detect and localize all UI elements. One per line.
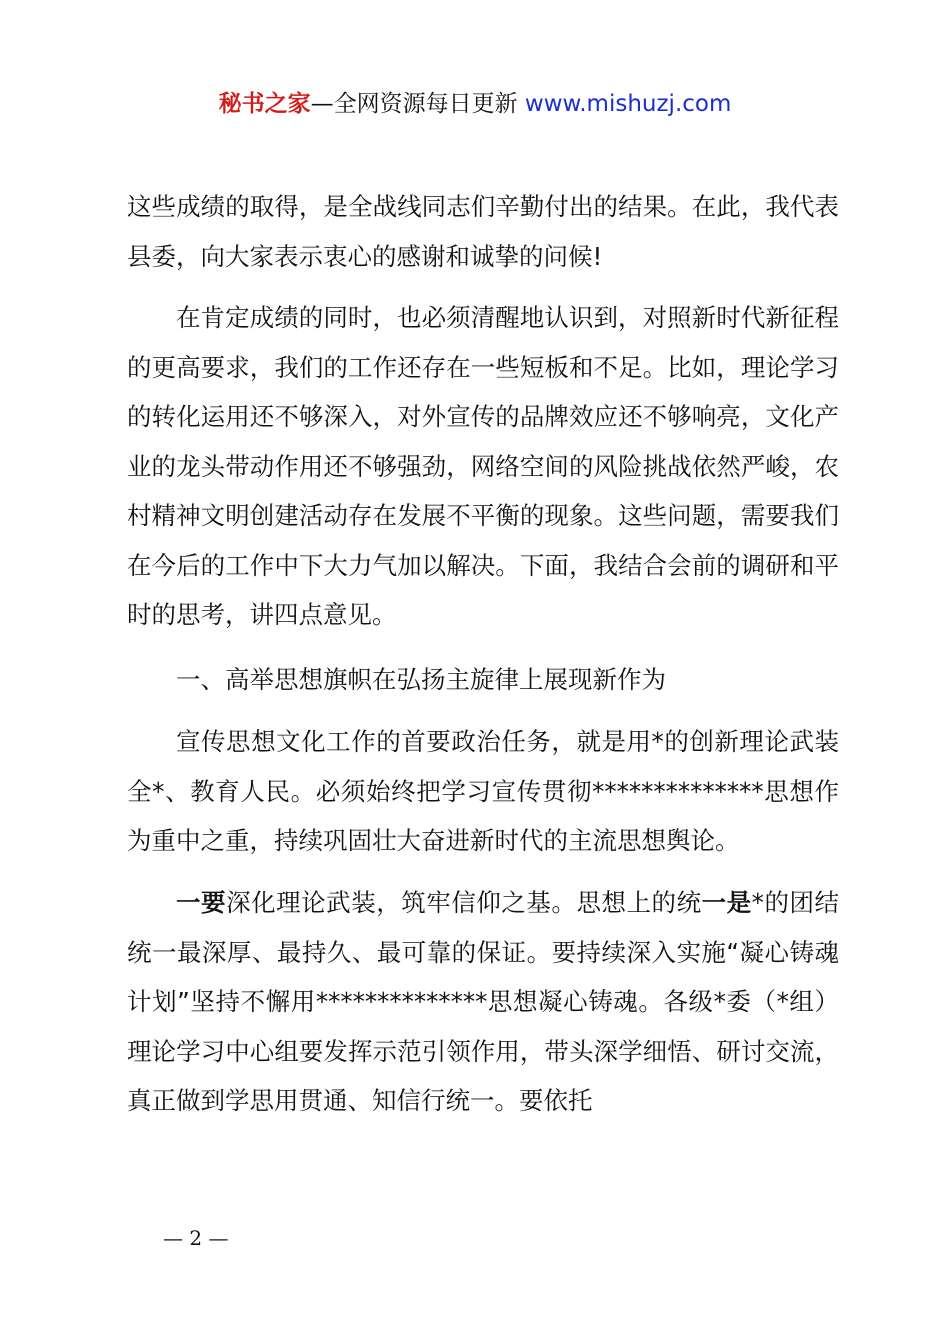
site-brand: 秘书之家: [218, 91, 311, 117]
paragraph-political-task: 宣传思想文化工作的首要政治任务，就是用*的创新理论武装全*、教育人民。必须始终把学习宣传贯彻**************思想作为重中之重，持续巩固壮大奋进新时代的主流思想舆论。: [127, 727, 839, 855]
emphasis-is: 一是: [701, 888, 752, 917]
paragraph-theory-armament: [127, 878, 839, 1126]
paragraph-text: 深化理论武装，筑牢信仰之基。思想上的统: [226, 888, 702, 917]
paragraph-achievements: 这些成绩的取得，是全战线同志们辛勤付出的结果。在此，我代表县委，向大家表示衷心的感谢和诚挚的问候!: [127, 192, 839, 271]
emphasis-first: 一要: [176, 888, 227, 917]
page-number: — 2 —: [163, 1226, 229, 1250]
site-header: [0, 88, 950, 120]
paragraph-text: *的团结统一最深厚、最持久、最可靠的保证。要持续深入实施“凝心铸魂计划”坚持不懈用**************思想凝心铸魂。各级*委（*组）理论学习中心组要发挥示范引领作用，带头深学细悟、研讨交流，真正做到学思用贯通、知信行统一。要依托: [127, 888, 840, 1115]
section-heading-1: 一、高举思想旗帜在弘扬主旋律上展现新作为: [176, 665, 666, 694]
site-url-link[interactable]: www.mishuzj.com: [524, 91, 732, 117]
site-tagline: —全网资源每日更新: [310, 91, 525, 117]
paragraph-shortcomings: 在肯定成绩的同时，也必须清醒地认识到，对照新时代新征程的更高要求，我们的工作还存在一些短板和不足。比如，理论学习的转化运用还不够深入，对外宣传的品牌效应还不够响亮，文化产业的龙头带动作用还不够强劲，网络空间的风险挑战依然严峻，农村精神文明创建活动存在发展不平衡的现象。这些问题，需要我们在今后的工作中下大力气加以解决。下面，我结合会前的调研和平时的思考，讲四点意见。: [127, 303, 839, 629]
